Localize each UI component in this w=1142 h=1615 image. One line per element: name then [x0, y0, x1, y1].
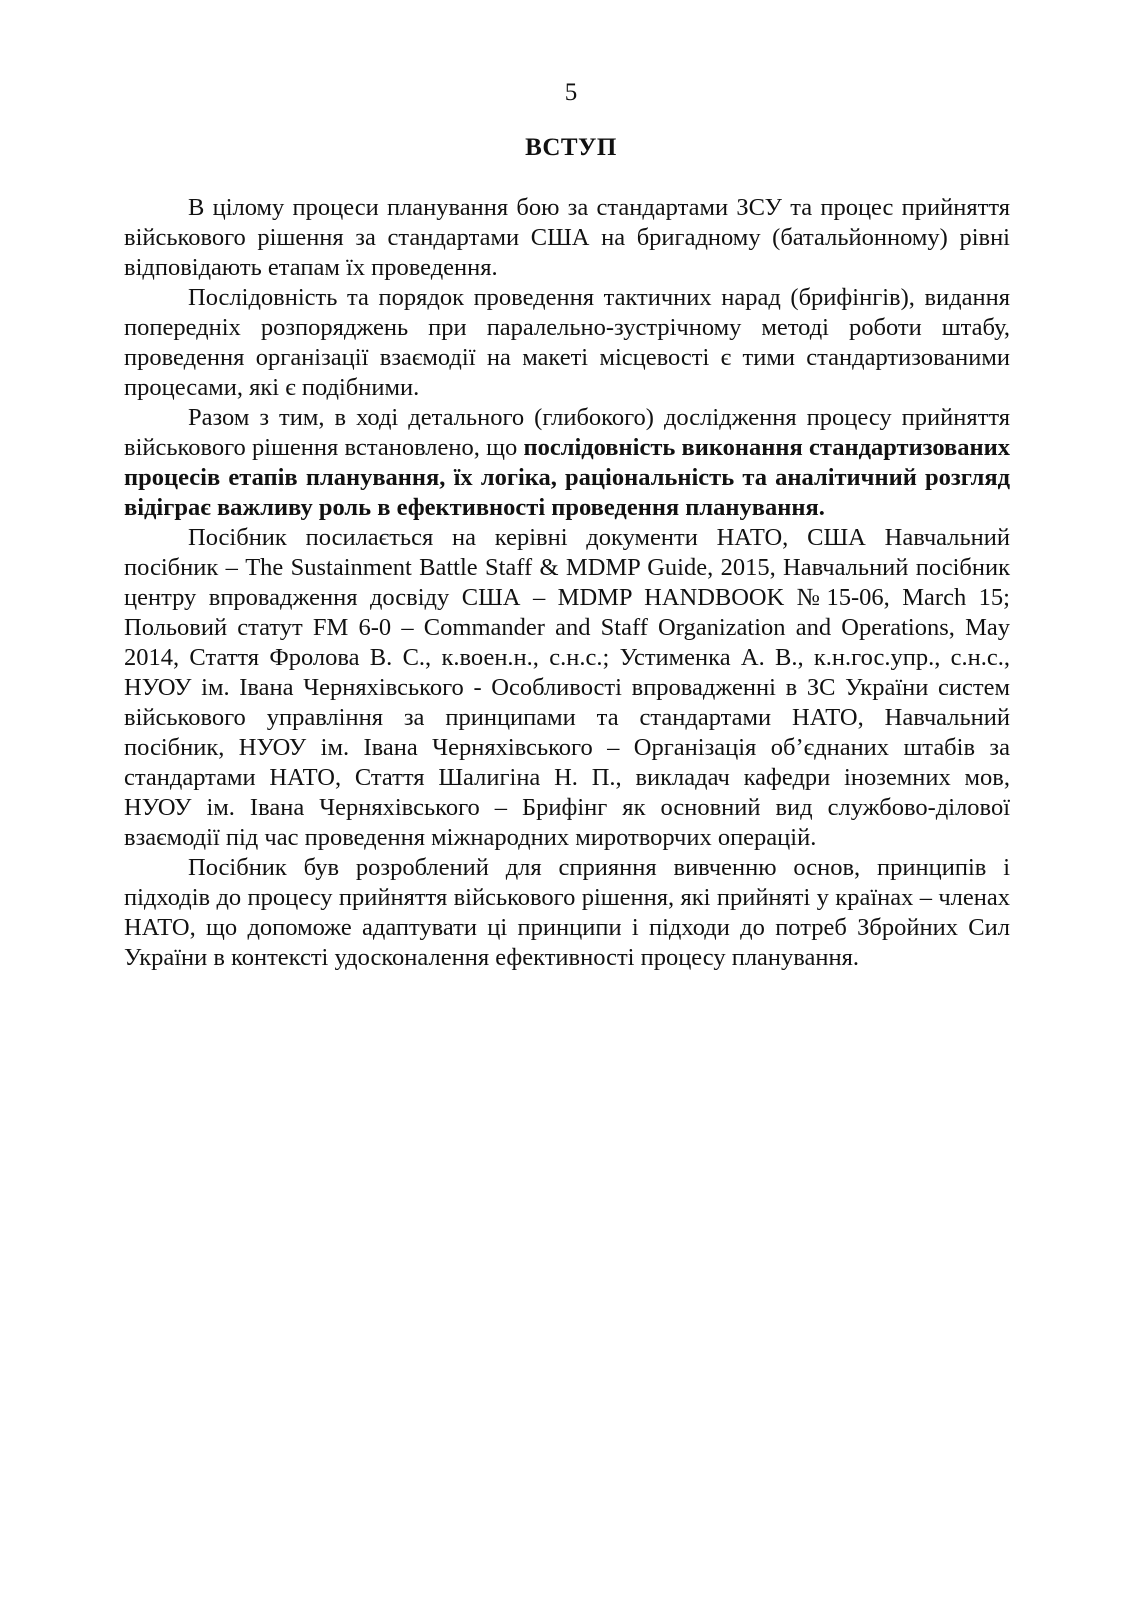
section-heading: ВСТУП [525, 134, 617, 161]
paragraph-3-plain: Разом з тим, в ході детального (глибокого) дослідження процесу прийняття військового рішення встановлено, що [124, 404, 1010, 461]
paragraph-4: Посібник посилається на керівні документи НАТО, США Навчальний посібник – The Sustainment Battle Staff & MDMP Guide, 2015, Навчальний посібник центру впровадження досвіду США – MDMP HANDBOOK №15-06, March 15; Польовий статут FM 6-0 – Commander and Staff Organization and Operations, May 2014, Стаття Фролова В. С., к.воен.н., с.н.с.; Устименка А. В., к.н.гос.упр., с.н.с., НУОУ ім. Івана Черняхівського - Особливості впровадженні в ЗС України систем військового управління за принципами та стандартами НАТО, Навчальний посібник, НУОУ ім. Івана Черняхівського – Організація об’єднаних штабів за стандартами НАТО, Стаття Шалигіна Н. П., викладач кафедри іноземних мов, НУОУ ім. Івана Черняхівського – Брифінг як основний вид службово-ділової взаємодії під час проведення міжнародних миротворчих операцій. [124, 524, 1010, 851]
paragraph-3-bold: послідовність виконання стандартизованих процесів етапів планування, їх логіка, раціональність та аналітичний розгляд відіграє важливу роль в ефективності проведення планування. [124, 434, 1010, 521]
paragraph-2: Послідовність та порядок проведення тактичних нарад (брифінгів), видання попередніх розпоряджень при паралельно-зустрічному методі роботи штабу, проведення організації взаємодії на макеті місцевості є тими стандартизованими процесами, які є подібними. [124, 284, 1010, 401]
body-text [124, 193, 1010, 973]
paragraph-3 [124, 403, 1010, 523]
paragraph-5: Посібник був розроблений для сприяння вивченню основ, принципів і підходів до процесу прийняття військового рішення, які прийняті у країнах – членах НАТО, що допоможе адаптувати ці принципи і підходи до потреб Збройних Сил України в контексті удосконалення ефективності процесу планування. [124, 854, 1010, 971]
page-number: 5 [564, 79, 578, 106]
paragraph-1: В цілому процеси планування бою за стандартами ЗСУ та процес прийняття військового рішення за стандартами США на бригадному (батальйонному) рівні відповідають етапам їх проведення. [124, 194, 1010, 281]
